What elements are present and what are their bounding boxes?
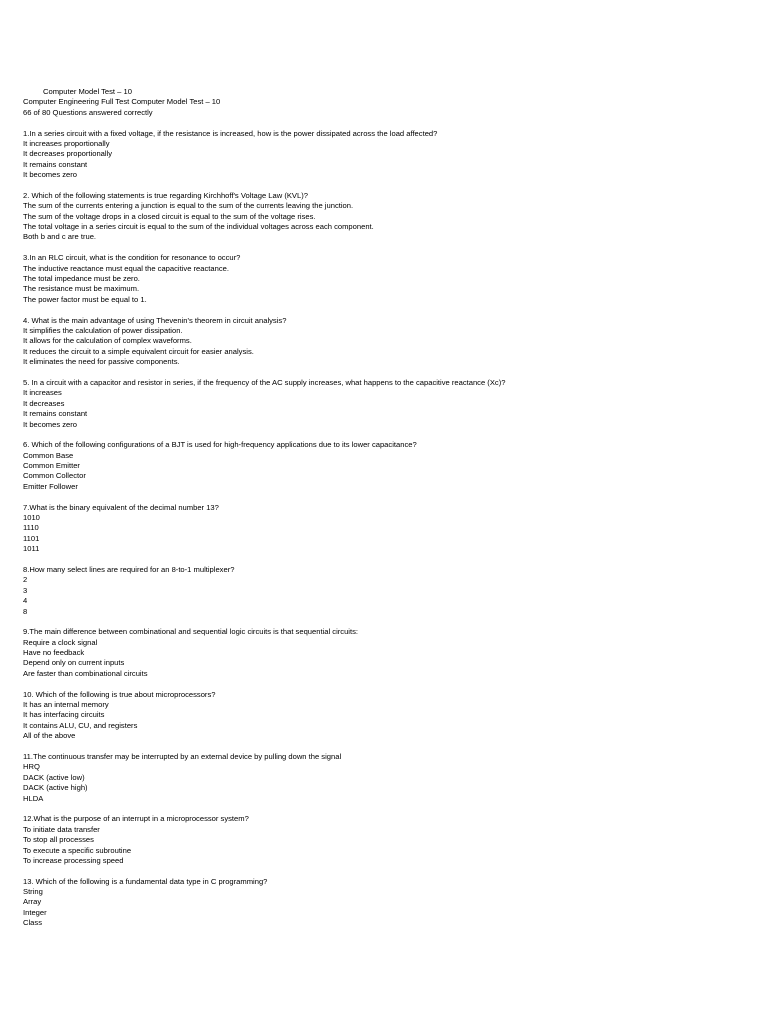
question-text: 3.In an RLC circuit, what is the condition for resonance to occur? bbox=[23, 253, 241, 263]
answer-option: To stop all processes bbox=[23, 835, 94, 845]
test-subtitle: Computer Engineering Full Test Computer Model Test – 10 bbox=[23, 97, 221, 107]
spacer bbox=[23, 555, 758, 565]
spacer bbox=[23, 804, 758, 814]
spacer bbox=[23, 368, 758, 378]
answer-option: Common Emitter bbox=[23, 461, 80, 471]
spacer bbox=[23, 679, 758, 689]
answer-option: The total impedance must be zero. bbox=[23, 274, 140, 284]
answer-option: Require a clock signal bbox=[23, 637, 98, 647]
question-text: 2. Which of the following statements is true regarding Kirchhoff's Voltage Law (KVL)? bbox=[23, 190, 308, 200]
question-block bbox=[23, 814, 758, 866]
question-text: 13. Which of the following is a fundamental data type in C programming? bbox=[23, 876, 268, 886]
answer-option: It remains constant bbox=[23, 159, 88, 169]
answer-option: It decreases proportionally bbox=[23, 149, 113, 159]
answer-option: It has an internal memory bbox=[23, 700, 109, 710]
answer-option: DACK (active low) bbox=[23, 772, 85, 782]
question-text: 6. Which of the following configurations of a BJT is used for high-frequency applications due to its lower capacitance? bbox=[23, 440, 417, 450]
answer-option: 1011 bbox=[23, 544, 40, 554]
question-text: 12.What is the purpose of an interrupt in a microprocessor system? bbox=[23, 814, 249, 824]
answer-option: To initiate data transfer bbox=[23, 824, 100, 834]
answer-option: It becomes zero bbox=[23, 419, 78, 429]
answer-option: Have no feedback bbox=[23, 648, 85, 658]
spacer bbox=[23, 866, 758, 876]
question-block bbox=[23, 690, 758, 742]
answer-option: Are faster than combinational circuits bbox=[23, 668, 148, 678]
spacer bbox=[23, 430, 758, 440]
answer-option: 1110 bbox=[23, 523, 39, 533]
answer-option: It increases bbox=[23, 388, 62, 398]
question-block bbox=[23, 253, 758, 305]
question-text: 11.The continuous transfer may be interrupted by an external device by pulling down the signal bbox=[23, 752, 342, 761]
question-block bbox=[23, 191, 758, 243]
answer-option: It reduces the circuit to a simple equivalent circuit for easier analysis. bbox=[23, 346, 254, 356]
answer-option: Emitter Follower bbox=[23, 481, 78, 491]
answer-option: Depend only on current inputs bbox=[23, 658, 125, 668]
question-text: 8.How many select lines are required for an 8-to-1 multiplexer? bbox=[23, 564, 235, 574]
question-block bbox=[23, 752, 758, 804]
answer-option: Integer bbox=[23, 907, 47, 917]
answer-option: It eliminates the need for passive components. bbox=[23, 357, 180, 367]
answer-option: The resistance must be maximum. bbox=[23, 284, 140, 294]
question-text: 5. In a circuit with a capacitor and resistor in series, if the frequency of the AC supply increases, what happens to the capacitive reactance (Xc)? bbox=[23, 377, 506, 387]
answer-option: All of the above bbox=[23, 731, 76, 741]
question-block bbox=[23, 503, 758, 555]
spacer bbox=[23, 742, 758, 752]
answer-option: It increases proportionally bbox=[23, 138, 110, 148]
question-list bbox=[23, 129, 758, 929]
answer-option: It decreases bbox=[23, 398, 65, 408]
answer-option: The power factor must be equal to 1. bbox=[23, 294, 147, 304]
spacer bbox=[23, 492, 758, 502]
answer-option: The total voltage in a series circuit is equal to the sum of the individual voltages across each component. bbox=[23, 222, 374, 232]
answer-option: 2 bbox=[23, 575, 28, 585]
question-block bbox=[23, 378, 758, 430]
question-text: 7.What is the binary equivalent of the decimal number 13? bbox=[23, 502, 219, 512]
answer-option: String bbox=[23, 887, 43, 897]
question-text: 9.The main difference between combinational and sequential logic circuits is that sequential circuits: bbox=[23, 627, 359, 637]
spacer bbox=[23, 243, 758, 253]
answer-option: 4 bbox=[23, 596, 28, 606]
answer-option: It allows for the calculation of complex waveforms. bbox=[23, 336, 192, 346]
spacer bbox=[23, 617, 758, 627]
answer-option: It becomes zero bbox=[23, 170, 78, 180]
answer-option: To increase processing speed bbox=[23, 855, 124, 865]
answer-option: It remains constant bbox=[23, 409, 88, 419]
answer-option: 8 bbox=[23, 606, 28, 616]
answer-option: DACK (active high) bbox=[23, 783, 88, 793]
answer-option: Common Base bbox=[23, 450, 74, 460]
answer-option: Common Collector bbox=[23, 471, 86, 481]
answer-option: Class bbox=[23, 918, 42, 928]
question-block bbox=[23, 565, 758, 617]
question-block bbox=[23, 440, 758, 492]
answer-option: Both b and c are true. bbox=[23, 232, 97, 242]
answer-option: 3 bbox=[23, 585, 28, 595]
answer-option: The inductive reactance must equal the capacitive reactance. bbox=[23, 263, 229, 273]
answer-option: The sum of the voltage drops in a closed circuit is equal to the sum of the voltage rises. bbox=[23, 211, 316, 221]
answer-option: It has interfacing circuits bbox=[23, 710, 105, 720]
answer-option: The sum of the currents entering a junction is equal to the sum of the currents leaving the junction. bbox=[23, 201, 354, 211]
answer-option: HRQ bbox=[23, 762, 40, 772]
question-block bbox=[23, 627, 758, 679]
question-text: 10. Which of the following is true about microprocessors? bbox=[23, 689, 216, 699]
test-title: Computer Model Test – 10 bbox=[43, 87, 132, 96]
spacer bbox=[23, 181, 758, 191]
question-block bbox=[23, 316, 758, 368]
spacer bbox=[23, 118, 758, 128]
question-text: 1.In a series circuit with a fixed voltage, if the resistance is increased, how is the power dissipated across the load affected? bbox=[23, 128, 438, 138]
spacer bbox=[23, 305, 758, 315]
question-block bbox=[23, 877, 758, 929]
question-text: 4. What is the main advantage of using Thevenin's theorem in circuit analysis? bbox=[23, 315, 287, 325]
answer-option: 1010 bbox=[23, 513, 40, 523]
document-page bbox=[23, 87, 758, 929]
answer-option: It simplifies the calculation of power dissipation. bbox=[23, 325, 183, 335]
score-summary: 66 of 80 Questions answered correctly bbox=[23, 107, 153, 117]
answer-option: 1101 bbox=[23, 533, 40, 543]
answer-option: HLDA bbox=[23, 793, 44, 803]
answer-option: To execute a specific subroutine bbox=[23, 845, 132, 855]
question-block bbox=[23, 129, 758, 181]
answer-option: It contains ALU, CU, and registers bbox=[23, 720, 138, 730]
answer-option: Array bbox=[23, 897, 42, 907]
